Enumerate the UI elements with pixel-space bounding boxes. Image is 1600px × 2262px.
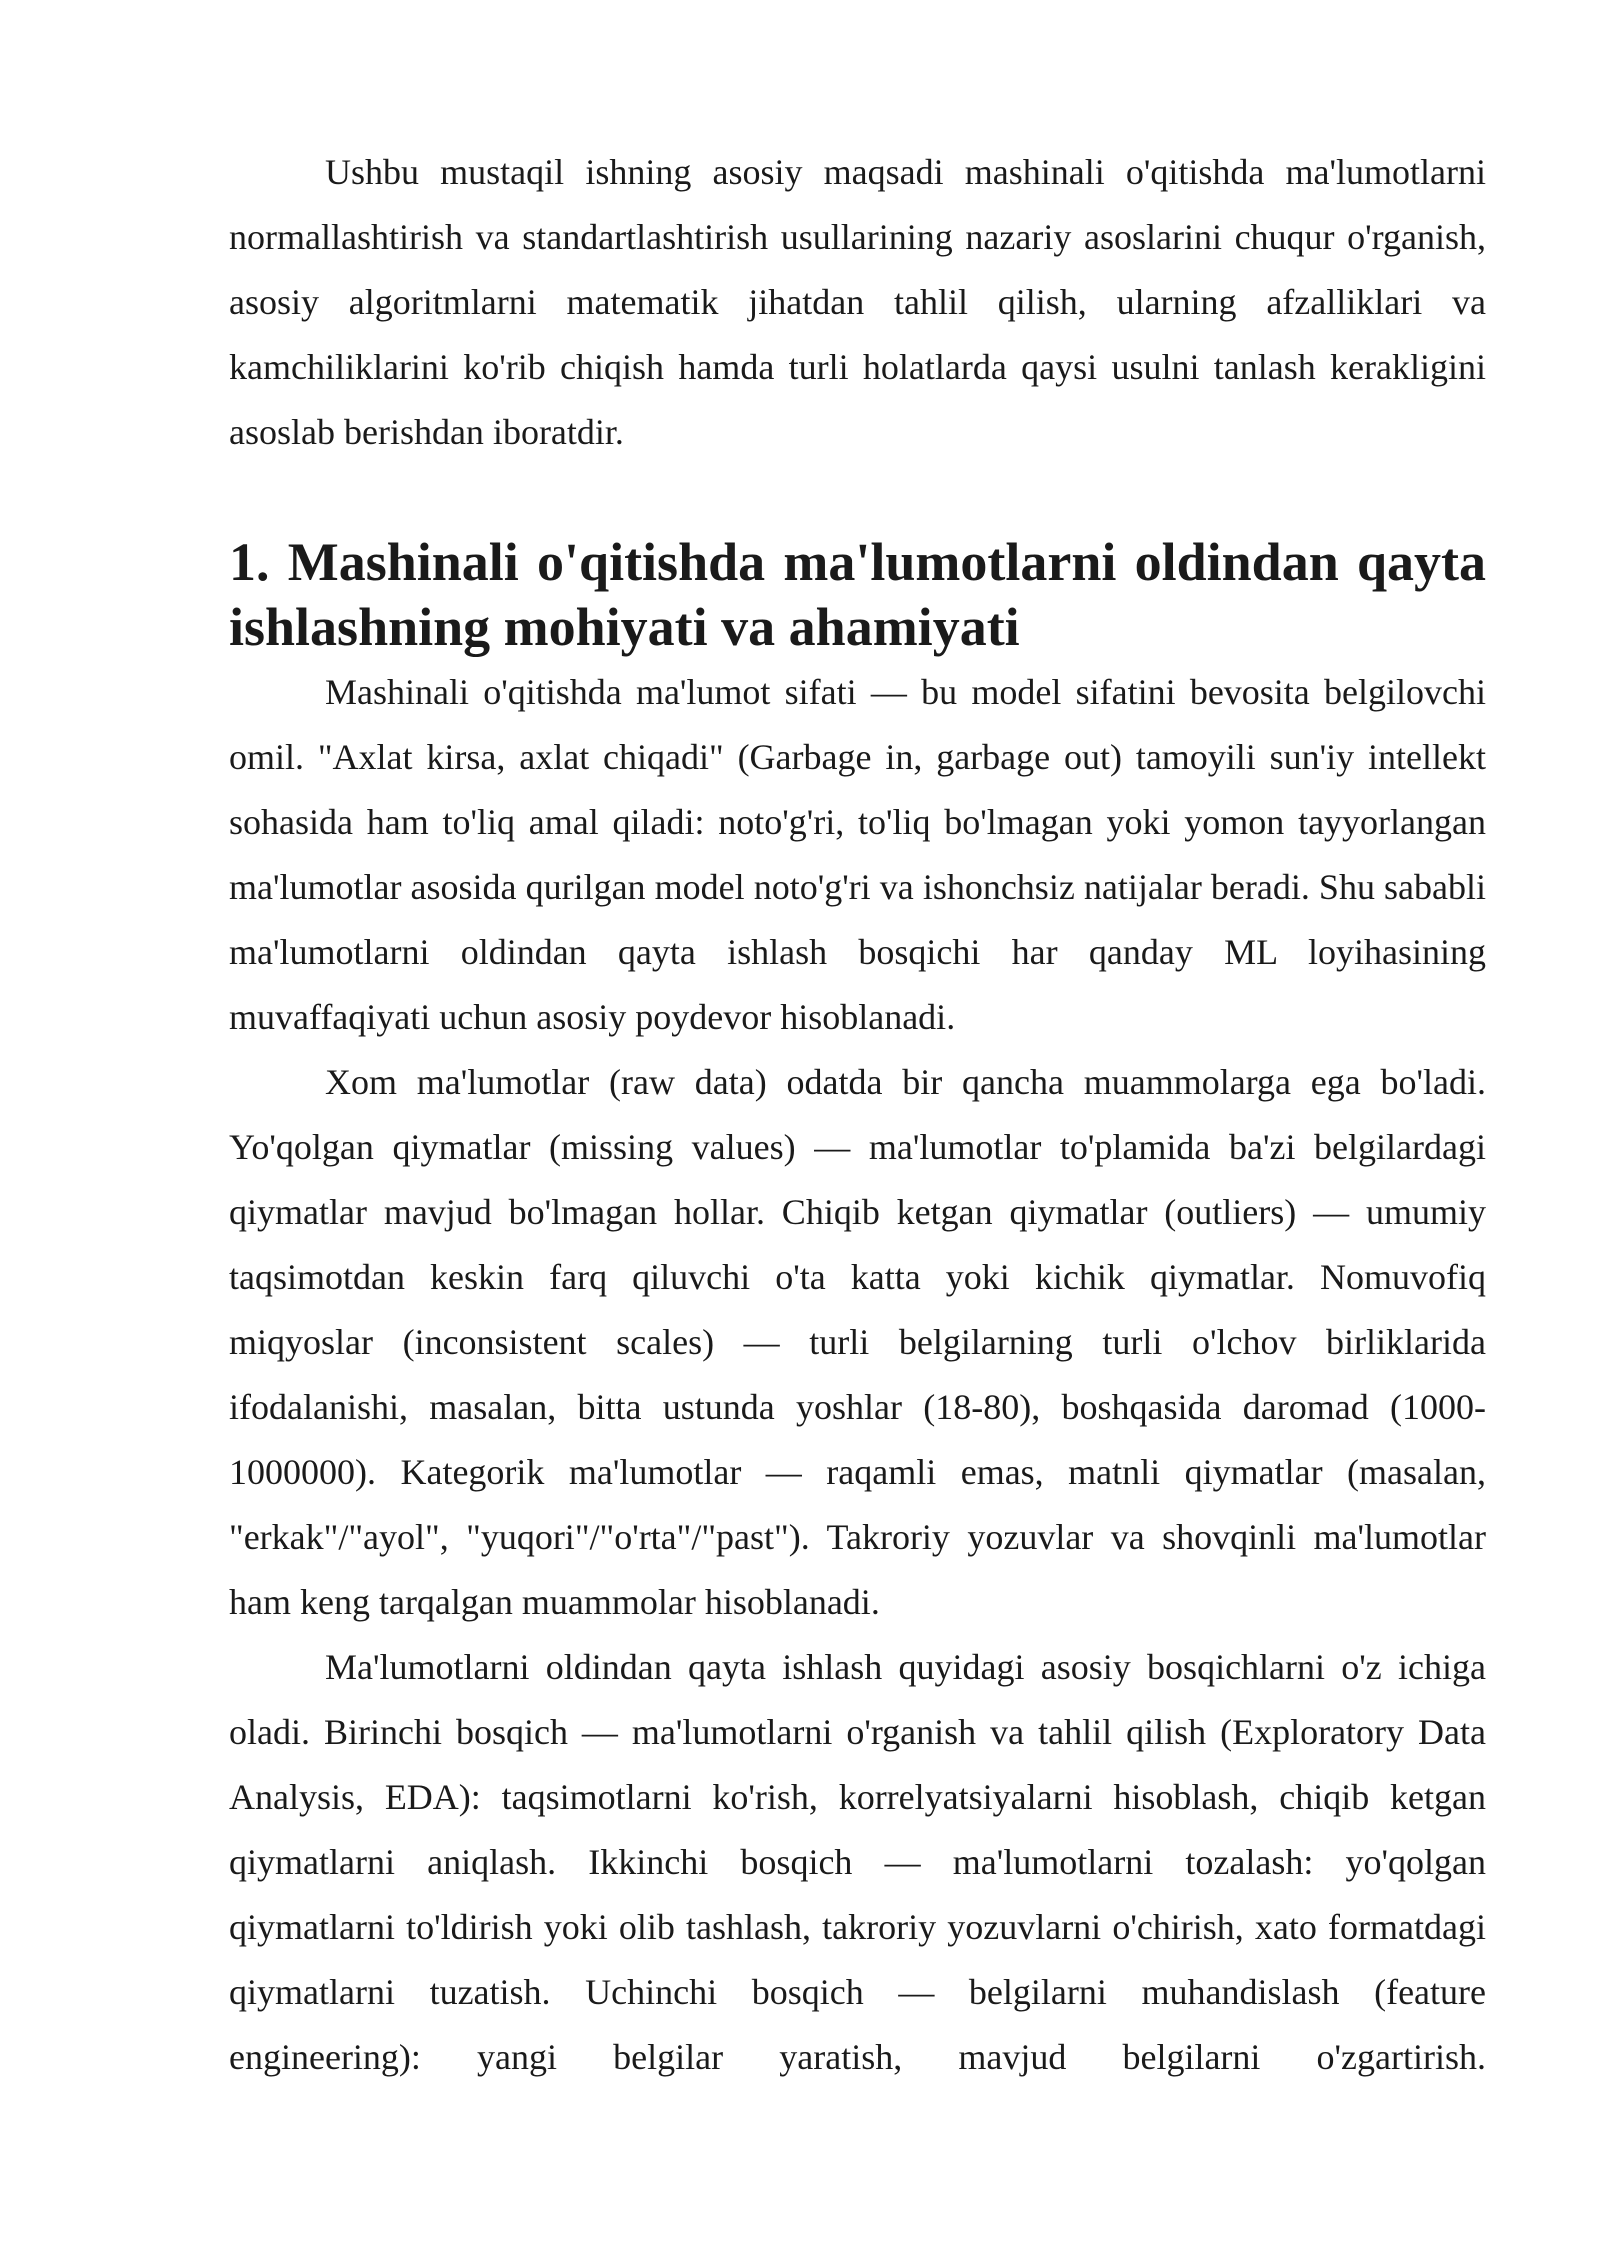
body-paragraph-3: Ma'lumotlarni oldindan qayta ishlash quyidagi asosiy bosqichlarni o'z ichiga oladi. Birinchi bosqich — ma'lumotlarni o'rganish va tahlil qilish (Exploratory Data Analysis, EDA): taqsimotlarni ko'rish, korrelyatsiyalarni hisoblash, chiqib ketgan qiymatlarni aniqlash. Ikkinchi bosqich — ma'lumotlarni tozalash: yo'qolgan qiymatlarni to'ldirish yoki olib tashlash, takroriy yozuvlarni o'chirish, xato formatdagi qiymatlarni tuzatish. Uchinchi bosqich — belgilarni muhandislash (feature engineering): yangi belgilar yaratish, mavjud belgilarni o'zgartirish.	[229, 1647, 1486, 2077]
body-paragraph-1: Mashinali o'qitishda ma'lumot sifati — bu model sifatini bevosita belgilovchi omil. "Axlat kirsa, axlat chiqadi" (Garbage in, garbage out) tamoyili sun'iy intellekt sohasida ham to'liq amal qiladi: noto'g'ri, to'liq bo'lmagan yoki yomon tayyorlangan ma'lumotlar asosida qurilgan model noto'g'ri va ishonchsiz natijalar beradi. Shu sababli ma'lumotlarni oldindan qayta ishlash bosqichi har qanday ML loyihasining muvaffaqiyati uchun asosiy poydevor hisoblanadi.	[229, 672, 1486, 1037]
body-paragraph-2: Xom ma'lumotlar (raw data) odatda bir qancha muammolarga ega bo'ladi. Yo'qolgan qiymatlar (missing values) — ma'lumotlar to'plamida ba'zi belgilardagi qiymatlar mavjud bo'lmagan hollar. Chiqib ketgan qiymatlar (outliers) — umumiy taqsimotdan keskin farq qiluvchi o'ta katta yoki kichik qiymatlar. Nomuvofiq miqyoslar (inconsistent scales) — turli belgilarning turli o'lchov birliklarida ifodalanishi, masalan, bitta ustunda yoshlar (18-80), boshqasida daromad (1000-1000000). Kategorik ma'lumotlar — raqamli emas, matnli qiymatlar (masalan, "erkak"/"ayol", "yuqori"/"o'rta"/"past"). Takroriy yozuvlar va shovqinli ma'lumotlar ham keng tarqalgan muammolar hisoblanadi.	[229, 1062, 1486, 1622]
section-heading: 1. Mashinali o'qitishda ma'lumotlarni oldindan qayta ishlashning mohiyati va ahamiyati	[229, 532, 1486, 657]
intro-paragraph: Ushbu mustaqil ishning asosiy maqsadi mashinali o'qitishda ma'lumotlarni normallashtirish va standartlashtirish usullarining nazariy asoslarini chuqur o'rganish, asosiy algoritmlarni matematik jihatdan tahlil qilish, ularning afzalliklari va kamchiliklarini ko'rib chiqish hamda turli holatlarda qaysi usulni tanlash kerakligini asoslab berishdan iboratdir.	[229, 152, 1486, 452]
page-content	[229, 140, 1486, 2090]
